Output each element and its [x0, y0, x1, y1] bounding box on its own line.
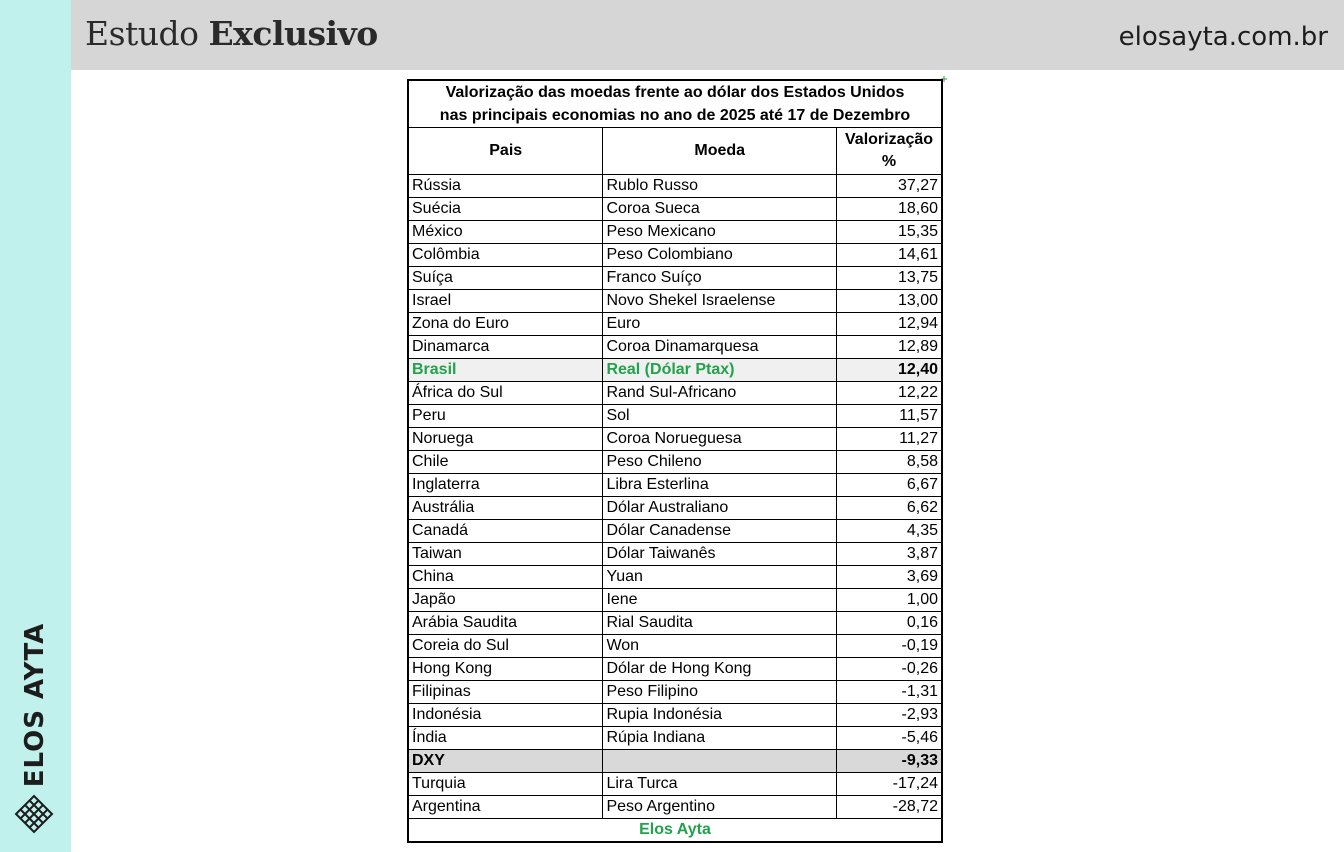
table-row: [408, 658, 942, 681]
row-currency: Iene: [603, 589, 837, 612]
table-row: [408, 474, 942, 497]
row-value: -1,31: [837, 681, 942, 704]
row-country: Taiwan: [408, 543, 603, 566]
row-currency: Coroa Norueguesa: [603, 428, 837, 451]
row-value: 11,57: [837, 405, 942, 428]
row-currency: Coroa Dinamarquesa: [603, 336, 837, 359]
row-value: 3,69: [837, 566, 942, 589]
row-country: Inglaterra: [408, 474, 603, 497]
row-country: Peru: [408, 405, 603, 428]
row-currency: Peso Mexicano: [603, 221, 837, 244]
header-value-line2: %: [881, 153, 897, 170]
row-currency: Novo Shekel Israelense: [603, 290, 837, 313]
table-row: [408, 497, 942, 520]
row-currency: Real (Dólar Ptax): [603, 359, 837, 382]
row-country: Indonésia: [408, 704, 603, 727]
row-value: 15,35: [837, 221, 942, 244]
row-value: -9,33: [837, 750, 942, 773]
row-country: Zona do Euro: [408, 313, 603, 336]
table-row: [408, 635, 942, 658]
row-country: Turquia: [408, 773, 603, 796]
table-row: [408, 750, 942, 773]
page-header: [71, 0, 1344, 70]
row-currency: Peso Argentino: [603, 796, 837, 819]
row-country: Brasil: [408, 359, 603, 382]
row-currency: Euro: [603, 313, 837, 336]
row-value: 14,61: [837, 244, 942, 267]
header-value-line1: Valorização: [845, 131, 934, 148]
table-row: [408, 336, 942, 359]
row-value: 12,89: [837, 336, 942, 359]
row-currency: Rand Sul-Africano: [603, 382, 837, 405]
table-row: [408, 520, 942, 543]
row-currency: Peso Chileno: [603, 451, 837, 474]
row-value: 18,60: [837, 198, 942, 221]
row-currency: Peso Colombiano: [603, 244, 837, 267]
row-currency: Dólar de Hong Kong: [603, 658, 837, 681]
row-country: Noruega: [408, 428, 603, 451]
row-value: -28,72: [837, 796, 942, 819]
row-value: 8,58: [837, 451, 942, 474]
brand-sidebar: [0, 0, 71, 852]
table-row: [408, 612, 942, 635]
table-row: [408, 382, 942, 405]
elos-ayta-lattice-icon: [14, 794, 54, 834]
table-title-line2: nas principais economias no ano de 2025 até 17 de Dezembro: [439, 107, 911, 124]
row-currency: Rupia Indonésia: [603, 704, 837, 727]
site-url: elosayta.com.br: [1118, 22, 1328, 52]
row-country: Canadá: [408, 520, 603, 543]
table-row: [408, 543, 942, 566]
table-row: [408, 428, 942, 451]
row-currency: Yuan: [603, 566, 837, 589]
row-country: Índia: [408, 727, 603, 750]
row-country: Suíça: [408, 267, 603, 290]
row-value: -2,93: [837, 704, 942, 727]
table-row: [408, 796, 942, 819]
row-value: 4,35: [837, 520, 942, 543]
row-country: Japão: [408, 589, 603, 612]
row-country: Israel: [408, 290, 603, 313]
row-country: Chile: [408, 451, 603, 474]
row-currency: Peso Filipino: [603, 681, 837, 704]
title-bold: Exclusivo: [208, 14, 378, 53]
brand-name: ELOS AYTA: [20, 622, 50, 788]
row-currency: Coroa Sueca: [603, 198, 837, 221]
row-currency: Rial Saudita: [603, 612, 837, 635]
row-country: Argentina: [408, 796, 603, 819]
title-regular: Estudo: [85, 14, 209, 53]
row-value: 6,67: [837, 474, 942, 497]
row-country: México: [408, 221, 603, 244]
row-currency: Rublo Russo: [603, 175, 837, 198]
row-value: -0,26: [837, 658, 942, 681]
table-row: [408, 773, 942, 796]
table-row: [408, 175, 942, 198]
row-country: Arábia Saudita: [408, 612, 603, 635]
table-row: [408, 681, 942, 704]
table-row: [408, 290, 942, 313]
header-country: Pais: [408, 128, 603, 175]
table-row: [408, 244, 942, 267]
row-value: -17,24: [837, 773, 942, 796]
table-row: [408, 566, 942, 589]
page-title: [85, 14, 378, 53]
row-country: Rússia: [408, 175, 603, 198]
row-value: 37,27: [837, 175, 942, 198]
table-row: [408, 727, 942, 750]
table-row: [408, 313, 942, 336]
table-row: [408, 221, 942, 244]
row-country: Suécia: [408, 198, 603, 221]
table-title-line1: Valorização das moedas frente ao dólar dos Estados Unidos: [445, 84, 905, 101]
row-currency: Franco Suíço: [603, 267, 837, 290]
row-value: 3,87: [837, 543, 942, 566]
row-country: Austrália: [408, 497, 603, 520]
row-currency: [603, 750, 837, 773]
row-currency: Dólar Taiwanês: [603, 543, 837, 566]
row-value: -0,19: [837, 635, 942, 658]
row-value: 12,94: [837, 313, 942, 336]
table-row: [408, 267, 942, 290]
row-value: 13,75: [837, 267, 942, 290]
row-country: DXY: [408, 750, 603, 773]
currency-table: [407, 79, 943, 843]
row-country: Dinamarca: [408, 336, 603, 359]
row-country: Filipinas: [408, 681, 603, 704]
table-row: [408, 198, 942, 221]
row-currency: Dólar Canadense: [603, 520, 837, 543]
row-value: -5,46: [837, 727, 942, 750]
table-row: [408, 451, 942, 474]
row-country: África do Sul: [408, 382, 603, 405]
table-title: [408, 80, 942, 128]
row-value: 0,16: [837, 612, 942, 635]
row-country: China: [408, 566, 603, 589]
row-currency: Lira Turca: [603, 773, 837, 796]
row-value: 6,62: [837, 497, 942, 520]
row-currency: Dólar Australiano: [603, 497, 837, 520]
row-currency: Sol: [603, 405, 837, 428]
table-row: [408, 589, 942, 612]
table-footer: Elos Ayta: [408, 819, 942, 843]
row-currency: Libra Esterlina: [603, 474, 837, 497]
row-country: Hong Kong: [408, 658, 603, 681]
row-value: 11,27: [837, 428, 942, 451]
table-row: [408, 704, 942, 727]
row-country: Coreia do Sul: [408, 635, 603, 658]
row-value: 12,40: [837, 359, 942, 382]
table-row: [408, 359, 942, 382]
row-currency: Won: [603, 635, 837, 658]
header-value: [837, 128, 942, 175]
row-value: 13,00: [837, 290, 942, 313]
row-value: 12,22: [837, 382, 942, 405]
row-country: Colômbia: [408, 244, 603, 267]
table-row: [408, 405, 942, 428]
row-value: 1,00: [837, 589, 942, 612]
row-currency: Rúpia Indiana: [603, 727, 837, 750]
header-currency: Moeda: [603, 128, 837, 175]
